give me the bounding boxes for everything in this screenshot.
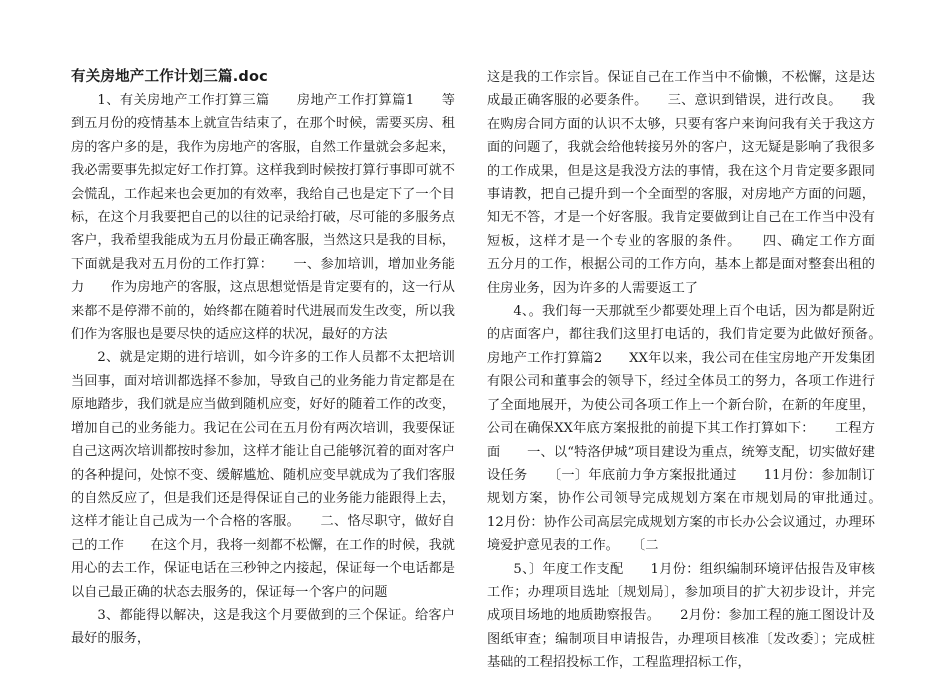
paragraph-1: 1、有关房地产工作打算三篇 房地产工作打算篇1 等到五月份的疫情基本上就宣告结束了，在那个时候，需要买房、租房的客户多的是，我作为房地产的客服，自然工作量就会多起来，我必需要事先拟定好工作打算。这样我到时候按打算行事即可就不会慌乱，工作起来也会更加的有效率，我给自己也是定下了一个目标，在这个月我要把自己的以往的记录给打破，尽可能的多服务点客户，我希望我能成为五月份最正确客服，当然这只是我的目标，下面就是我对五月份的工作打算： 一、参加培训，增加业务能力 作为房地产的客服，这点思想觉悟是肯定要有的，这一行从来都不是停滞不前的，始终都在随着时代进展而发生改变，所以我们作为客服也是要尽快的适应这样的状况，最好的方法 <box>71 93 455 343</box>
paragraph-2: 2、就是定期的进行培训，如今许多的工作人员都不太把培训当回事，面对培训都选择不参加，导致自己的业务能力肯定都是在原地踏步，我们就是应当做到随机应变，好好的随着工作的改变，增加自己的业务能力。我记在公司在五月份有两次培训，我要保证自己这两次培训都按时参加，这样才能让自己能够沉着的面对客户的各种提问，处惊不变、缓解尴尬、随机应变早就成为了我们客服的自然反应了，但是我们还是得保证自己的业务能力能跟得上去，这样才能让自己成为一个合格的客服。 二、恪尽职守，做好自己的工作 在这个月，我将一刻都不松懈，在工作的时候，我就用心的去工作，保证电话在三秒钟之内接起，保证每一个电话都是以自己最正确的状态去服务的，保证每一个客户的问题 <box>71 350 455 600</box>
paragraph-5: 5、〕年度工作支配 1月份：组织编制环境评估报告及审核工作；办理项目选址〔规划局〕，参加项目的扩大初步设计，并完成项目场地的地质勘察报告。 2月份：参加工程的施工图设计及图纸审查；编制项目申请报告，办理项目核准〔发改委〕；完成桩基础的工程招投标工作，工程监理招标工作， <box>487 561 875 671</box>
paragraph-3-continued: 这是我的工作宗旨。保证自己在工作当中不偷懒，不松懈，这是达成最正确客服的必要条件。 三、意识到错误，进行改良。 我在购房合同方面的认识不太够，只要有客户来询问我有关于我这方面的问题了，我就会给他转接另外的客户，这无疑是影响了我很多的工作成果，但是这是我没方法的事情，我在这个月肯定要多跟同事请教，把自己提升到一个全面型的客服，对房地产方面的问题，知无不答，才是一个好客服。我肯定要做到让自己在工作当中没有短板，这样才是一个专业的客服的条件。 四、确定工作方面 五分月的工作，根据公司的工作方向，基本上都是面对整套出租的住房业务，因为许多的人需要返工了 <box>487 70 902 296</box>
paragraph-3: 3、都能得以解决，这是我这个月要做到的三个保证。给客户最好的服务， <box>71 607 455 647</box>
paragraph-4: 4、。我们每一天那就至少都要处理上百个电话，因为都是附近的店面客户，都往我们这里打电话的，我们肯定要为此做好预备。 房地产工作打算篇2 XX年以来，我公司在佳宝房地产开发集团有限公司和董事会的领导下，经过全体员工的努力，各项工作进行了全面地展开，为使公司各项工作上一个新台阶，在新的年度里，公司在确保XX年底方案报批的前提下其工作打算如下： 工程方面 一、以“特洛伊城”项目建设为重点，统筹支配，切实做好建设任务 〔一〕年底前力争方案报批通过 11月份：参加制订规划方案，协作公司领导完成规划方案在市规划局的审批通过。 12月份：协作公司高层完成规划方案的市长办公会议通过，办理环境爱护意见表的工作。 〔二 <box>487 304 902 554</box>
left-column <box>71 66 455 651</box>
right-column <box>487 66 902 675</box>
document-title: 有关房地产工作计划三篇.doc <box>71 69 268 85</box>
